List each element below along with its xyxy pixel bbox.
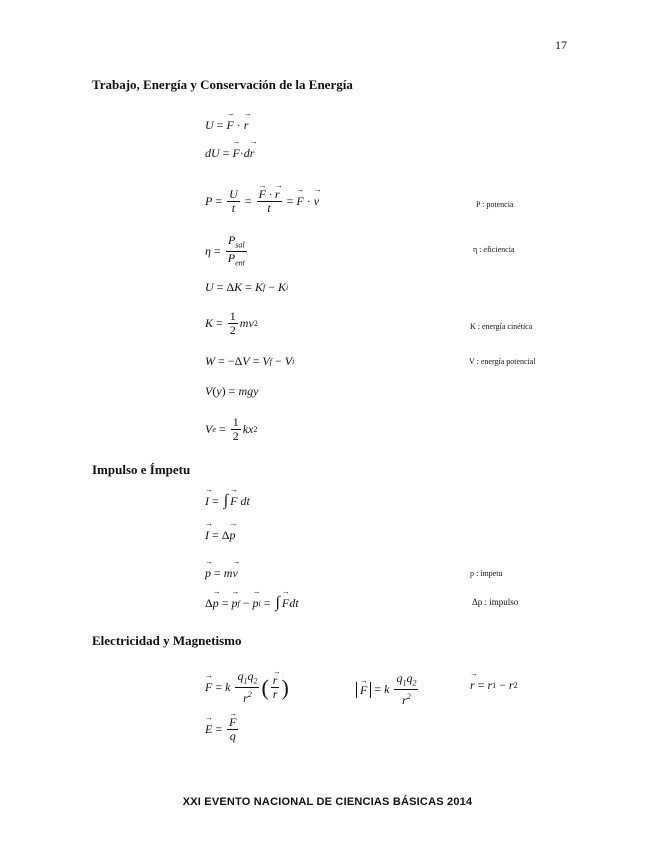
equation-kinetic-energy: K = $\frac{1}{2}$ mv 2 [205, 309, 258, 337]
note-power: P : potencia [476, 200, 514, 209]
section-title-energy: Trabajo, Energía y Conservación de la Energía [92, 77, 353, 92]
equation-displacement: r → = r 1 − r 2 [470, 678, 518, 693]
equation-coulomb-vector: F → = k $\frac{q_1q_2}{r^2}$ ( $\frac{r \to}{r}$ ) [205, 670, 289, 705]
note-momentum: p : ímpetu [470, 569, 503, 578]
equation-momentum: p → = m v → [205, 566, 238, 581]
equation-impulse-momentum: I → = Δ p → [205, 528, 235, 543]
equation-coulomb-magnitude: F → = k $\frac{q_1q_2}{r^2}$ [356, 672, 420, 707]
section-title-impulse: Impulso e Ímpetu [92, 462, 191, 477]
note-efficiency: η : eficiencia [473, 245, 515, 254]
equation-work-dot: U = F → · r → [205, 118, 248, 133]
equation-impulse-integral: I → = ∫ F → dt [205, 492, 250, 510]
footer-event-title: XXI EVENTO NACIONAL DE CIENCIAS BÁSICAS 2014 [182, 796, 473, 808]
note-impulse: Δp : impulso [472, 597, 519, 607]
equation-electric-field: E → = $\frac{F \to}{q}$ [205, 716, 240, 743]
equation-efficiency: η = $\frac{P_{sal}}{P_{ent}}$ [205, 233, 245, 268]
section-title-electricity: Electricidad y Magnetismo [92, 633, 242, 648]
page-number: 17 [555, 38, 567, 52]
equation-work-energy: U = Δ K = K f − K i [205, 280, 289, 294]
equation-work-differential: dU = F → · d r → [205, 146, 254, 161]
note-kinetic: K : energía cinética [470, 322, 533, 331]
equation-elastic-potential: V e = $\frac{1}{2}$ kx 2 [205, 415, 258, 443]
equation-momentum-change: Δ p → = p → f − p → i = ∫ F → dt [205, 594, 299, 612]
equation-gravitational-potential: V ( y ) = mgy [205, 384, 259, 398]
equation-power: P = $\frac{U}{t}$ = $\frac{F \to \cdot r \to}{t}$ = F → · v → [205, 188, 319, 215]
equation-potential-work: W = −Δ V = V f − V i [205, 354, 295, 368]
note-potential: V : energía potencial [469, 357, 536, 366]
